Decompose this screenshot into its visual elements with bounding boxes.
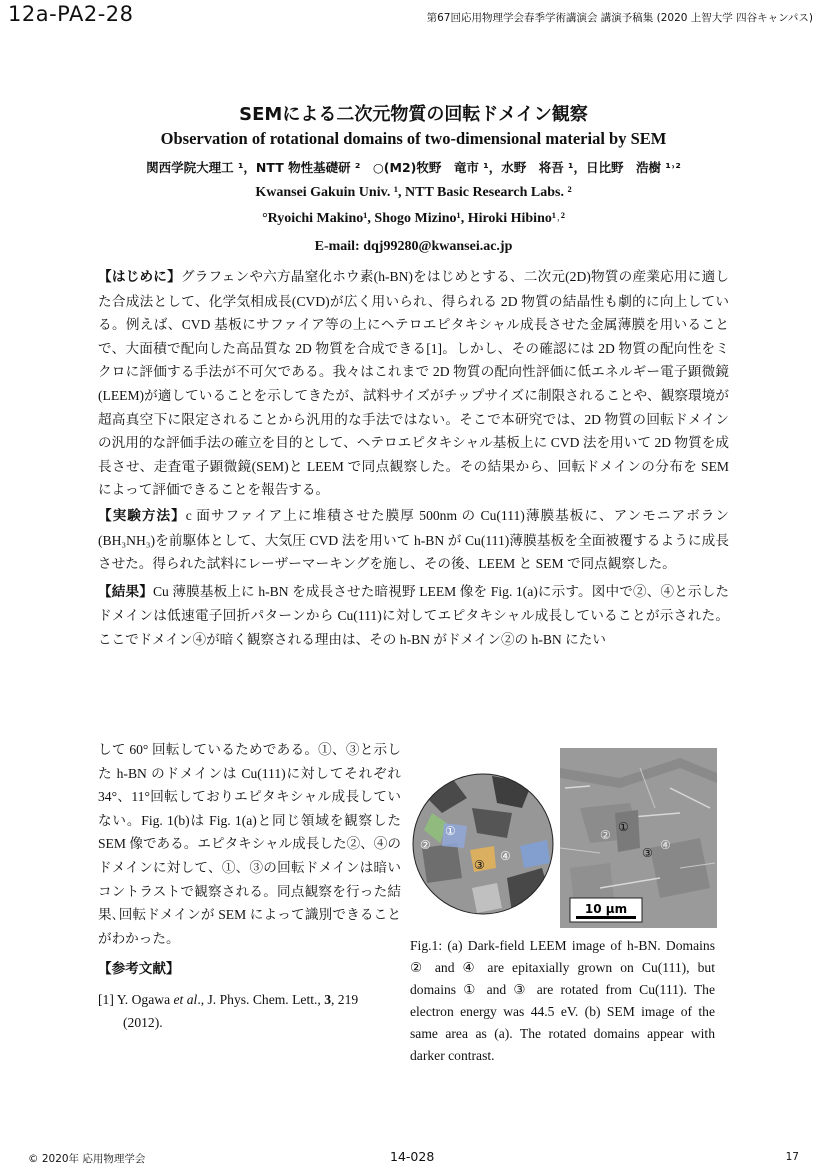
intro-text: グラフェンや六方晶窒化ホウ素(h-BN)をはじめとする、二次元(2D)物質の産業応用に適した合成法として、化学気相成長(CVD)が広く用いられ、得られる 2D 物質の結晶性も劇的に向上している。例えば、CVD 基板にサファイア等の上にヘテロエピタキシャル成長させた金属薄膜を用いることで、大面積で配向した高品質な 2D 物質を合成できる[1]。しかし、その確認には 2D 物質の配向性をミクロに評価する手法が不可欠である。我々はこれまで 2D 物質の配向性評価に低エネルギー電子顕微鏡(LEEM)が適していることを示してきたが、試料サイズがチップサイズに制限されることや、観察環境が超高真空下に限定されることから汎用的な手法ではない。そこで本研究では、2D 物質の回転ドメインの汎用的な評価手法の確立を目的として、ヘテロエピタキシャル基板上に CVD 法を用いて 2D 物質を成長させ、走査電子顕微鏡(SEM)と LEEM で同点観察した。その結果から、回転ドメインの分布を SEM によって評価できることを報告する。 xyxy=(98,269,729,498)
reference-1-journal: ., J. Phys. Chem. Lett., xyxy=(197,992,325,1008)
method-paragraph xyxy=(98,504,729,576)
method-heading: 【実験方法】 xyxy=(98,507,186,524)
affiliations-en: Kwansei Gakuin Univ. ¹, NTT Basic Research Labs. ² xyxy=(255,185,572,200)
footer-paper-number: 14-028 xyxy=(390,1149,435,1164)
method-text: c 面サファイア上に堆積させた膜厚 500nm の Cu(111)薄膜基板に、アンモニアボラン(BH₃NH₃)を前駆体として、大気圧 CVD 法を用いて h-BN が Cu(111)薄膜基板を全面被覆するように成長させた。得られた試料にレーザーマーキングを施し、その後、LEEM と SEM で同点観察した。 xyxy=(98,507,730,572)
reference-1-volume: 3 xyxy=(324,992,331,1008)
footer-page-number: 17 xyxy=(785,1151,799,1163)
email: E-mail: dqj99280@kwansei.ac.jp xyxy=(314,239,513,254)
scale-bar-line xyxy=(576,916,636,919)
figure-1b-sem-image xyxy=(560,748,717,928)
fig-a-label-3: ③ xyxy=(474,858,485,872)
result-continued-text: して 60° 回転しているためである。①、③と示した h-BN のドメインは Cu(111)に対してそれぞれ 34°、11°回転しておりエピタキシャル成長していない。Fig. 1(b)は Fig. 1(a)と同じ領域を観察した SEM 像である。エピタキシャル成長した②、④のドメインに対して、①、③の回転ドメインは暗いコントラストで観察される。同点観察を行った結果､回転ドメインが SEM によって識別できることがわかった。 xyxy=(98,742,401,946)
fig-b-label-1: ① xyxy=(618,820,629,834)
title-en: Observation of rotational domains of two-dimensional material by SEM xyxy=(160,129,667,148)
figure-1a-leem-image xyxy=(412,768,554,920)
result-heading: 【結果】 xyxy=(98,583,153,600)
result-text: Cu 薄膜基板上に h-BN を成長させた暗視野 LEEM 像を Fig. 1(a)に示す。図中で②、④と示したドメインは低速電子回折パターンから Cu(111)に対してエピタキシャル成長していることが示された。ここでドメイン④が暗く観察される理由は、その h-BN がドメイン②の h-BN にたい xyxy=(98,583,730,647)
fig-b-label-4: ④ xyxy=(660,838,671,852)
reference-1-etal: et al xyxy=(173,992,198,1008)
session-code: 12a-PA2-28 xyxy=(8,2,134,26)
intro-paragraph xyxy=(98,265,729,502)
conference-header: 第67回応用物理学会春季学術講演会 講演予稿集 (2020 上智大学 四谷キャンパス) xyxy=(426,12,813,24)
authors-ja: 関西学院大理工 ¹，NTT 物性基礎研 ² ○(M2)牧野 竜市 ¹，水野 将吾 ¹，日比野 浩樹 ¹˒² xyxy=(146,160,681,175)
fig-b-label-2: ② xyxy=(600,828,611,842)
figure-caption: Fig.1: (a) Dark-field LEEM image of h-BN. Domains ② and ④ are epitaxially grown on Cu(111), but domains ① and ③ are rotated from Cu(111). The electron energy was 44.5 eV. (b) SEM image of the same area as (a). The rotated domains appear with darker contrast. xyxy=(410,938,715,1063)
reference-1 xyxy=(98,988,401,1034)
body-full-width xyxy=(98,265,729,652)
title-ja: SEMによる二次元物質の回転ドメイン観察 xyxy=(239,104,588,125)
fig-b-label-3: ③ xyxy=(642,846,653,860)
fig-a-label-4: ④ xyxy=(500,849,511,863)
footer-copyright: © 2020年 応用物理学会 xyxy=(28,1153,146,1165)
references-heading: 【参考文献】 xyxy=(98,961,180,978)
scale-bar-label: 10 μm xyxy=(584,902,628,916)
reference-1-pages: , 219 (2012). xyxy=(123,992,359,1031)
intro-heading: 【はじめに】 xyxy=(98,269,181,285)
fig-a-label-1: ① xyxy=(445,824,456,838)
fig-a-label-2: ② xyxy=(420,838,431,852)
reference-1-authors: [1] Y. Ogawa xyxy=(98,992,174,1008)
result-paragraph xyxy=(98,580,729,652)
authors-en: °Ryoichi Makino¹, Shogo Mizino¹, Hiroki Hibino¹˒² xyxy=(262,211,565,226)
result-continued xyxy=(98,738,401,1034)
